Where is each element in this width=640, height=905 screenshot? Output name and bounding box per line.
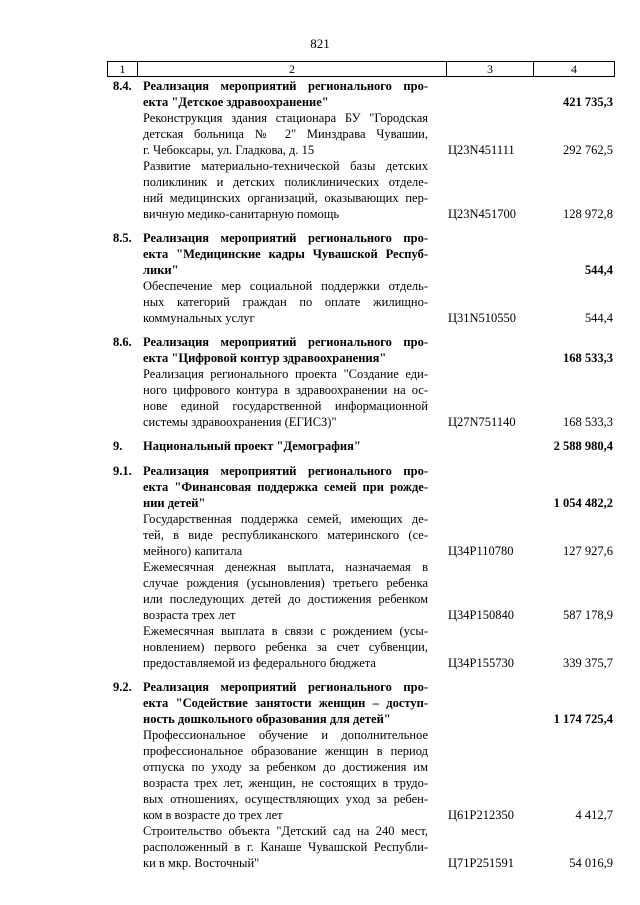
amount: 2 588 980,4 [553, 439, 613, 453]
item-description-line: Реализация мероприятий регионального про- [143, 680, 428, 694]
item-number: 9. [113, 439, 123, 453]
item-description-line: поликлиник и детских поликлинических отделе- [143, 175, 428, 189]
amount: 1 174 725,4 [553, 712, 613, 726]
page-number: 821 [310, 36, 330, 51]
item-number: 8.4. [113, 79, 132, 93]
item-description-line: мейного) капитала [143, 544, 243, 558]
budget-code: Ц34P150840 [448, 608, 514, 622]
item-description-line: возраста трех лет [143, 608, 236, 622]
item-number: 8.6. [113, 335, 132, 349]
budget-code: Ц34P155730 [448, 656, 514, 670]
item-description-line: ний медицинских организаций, оказывающих пер- [143, 191, 428, 205]
item-description-line: Строительство объекта "Детский сад на 240 мест, [143, 824, 428, 838]
item-description-line: вых отношениях, осуществляющих уход за ребен- [143, 792, 428, 806]
amount: 544,4 [584, 311, 613, 325]
item-description-line: Профессиональное обучение и дополнительное [143, 728, 428, 742]
amount: 54 016,9 [569, 856, 613, 870]
item-number: 8.5. [113, 231, 132, 245]
item-number: 9.1. [113, 464, 132, 478]
item-description-line: Национальный проект "Демография" [143, 439, 361, 453]
item-description-line: г. Чебоксары, ул. Гладкова, д. 15 [143, 143, 315, 157]
item-description-line: профессиональное образование женщин в период [143, 744, 428, 758]
amount: 292 762,5 [563, 143, 613, 157]
item-description-line: Реализация мероприятий регионального про- [143, 464, 428, 478]
item-description-line: ком в возрасте до трех лет [143, 808, 283, 822]
column-header-2: 2 [138, 62, 447, 77]
amount: 339 375,7 [563, 656, 613, 670]
item-description-line: лики" [143, 263, 179, 277]
item-description-line: Государственная поддержка семей, имеющих де- [143, 512, 428, 526]
item-description-line: предоставляемой из федерального бюджета [143, 656, 376, 670]
item-description-line: расположенный в г. Канаше Чувашской Республи- [143, 840, 428, 854]
item-description-line: системы здравоохранения (ЕГИСЗ)" [143, 415, 337, 429]
item-description-line: случае рождения (усыновления) третьего ребенка [143, 576, 428, 590]
amount: 587 178,9 [563, 608, 613, 622]
item-description-line: нове единой государственной информационной [143, 399, 428, 413]
item-description-line: екта "Содействие занятости женщин – доступ- [143, 696, 428, 710]
item-description-line: коммунальных услуг [143, 311, 255, 325]
item-description-line: тей, в виде республиканского материнского (се- [143, 528, 428, 542]
item-description-line: Реконструкция здания стационара БУ "Городская [143, 111, 428, 125]
item-description-line: ки в мкр. Восточный" [143, 856, 260, 870]
item-description-line: Обеспечение мер социальной поддержки отдель- [143, 279, 428, 293]
column-header-3: 3 [447, 62, 534, 77]
item-description-line: екта "Медицинские кадры Чувашской Респуб- [143, 247, 428, 261]
budget-code: Ц71P251591 [448, 856, 514, 870]
item-description-line: екта "Детское здравоохранение" [143, 95, 329, 109]
amount: 544,4 [584, 263, 613, 277]
amount: 168 533,3 [563, 415, 613, 429]
budget-code: Ц34P110780 [448, 544, 514, 558]
item-description-line: Ежемесячная выплата в связи с рождением (усы- [143, 624, 428, 638]
item-description-line: Реализация мероприятий регионального про- [143, 79, 428, 93]
column-header-4: 4 [534, 62, 615, 77]
item-description-line: ных категорий граждан по оплате жилищно- [143, 295, 428, 309]
amount: 4 412,7 [575, 808, 613, 822]
item-description-line: возраста трех лет, женщин, не состоящих в трудо- [143, 776, 428, 790]
item-description-line: ного цифрового контура в здравоохранении на ос- [143, 383, 428, 397]
item-number: 9.2. [113, 680, 132, 694]
budget-code: Ц31N510550 [448, 311, 517, 325]
item-description-line: новлением) первого ребенка за счет субвенции, [143, 640, 428, 654]
item-description-line: или последующих детей до достижения ребенком [143, 592, 428, 606]
budget-code: Ц23N451111 [448, 143, 515, 157]
item-description-line: отпуска по уходу за ребенком до достижения им [143, 760, 428, 774]
amount: 1 054 482,2 [553, 496, 613, 510]
item-description-line: Ежемесячная денежная выплата, назначаемая в [143, 560, 428, 574]
item-description-line: Развитие материально-технической базы детских [143, 159, 428, 173]
amount: 128 972,8 [563, 207, 613, 221]
budget-code: Ц23N451700 [448, 207, 517, 221]
budget-code: Ц61P212350 [448, 808, 514, 822]
item-description-line: ность дошкольного образования для детей" [143, 712, 391, 726]
amount: 421 735,3 [563, 95, 613, 109]
item-description-line: Реализация мероприятий регионального про- [143, 335, 428, 349]
column-header-1: 1 [108, 62, 138, 77]
amount: 168 533,3 [563, 351, 613, 365]
amount: 127 927,6 [563, 544, 613, 558]
item-description-line: вичную медико-санитарную помощь [143, 207, 340, 221]
item-description-line: екта "Цифровой контур здравоохранения" [143, 351, 387, 365]
item-description-line: екта "Финансовая поддержка семей при рожде- [143, 480, 428, 494]
budget-code: Ц27N751140 [448, 415, 516, 429]
item-description-line: Реализация мероприятий регионального про- [143, 231, 428, 245]
item-description-line: детская больница № 2" Минздрава Чувашии, [143, 127, 428, 141]
item-description-line: Реализация регионального проекта "Создание еди- [143, 367, 428, 381]
item-description-line: нии детей" [143, 496, 206, 510]
